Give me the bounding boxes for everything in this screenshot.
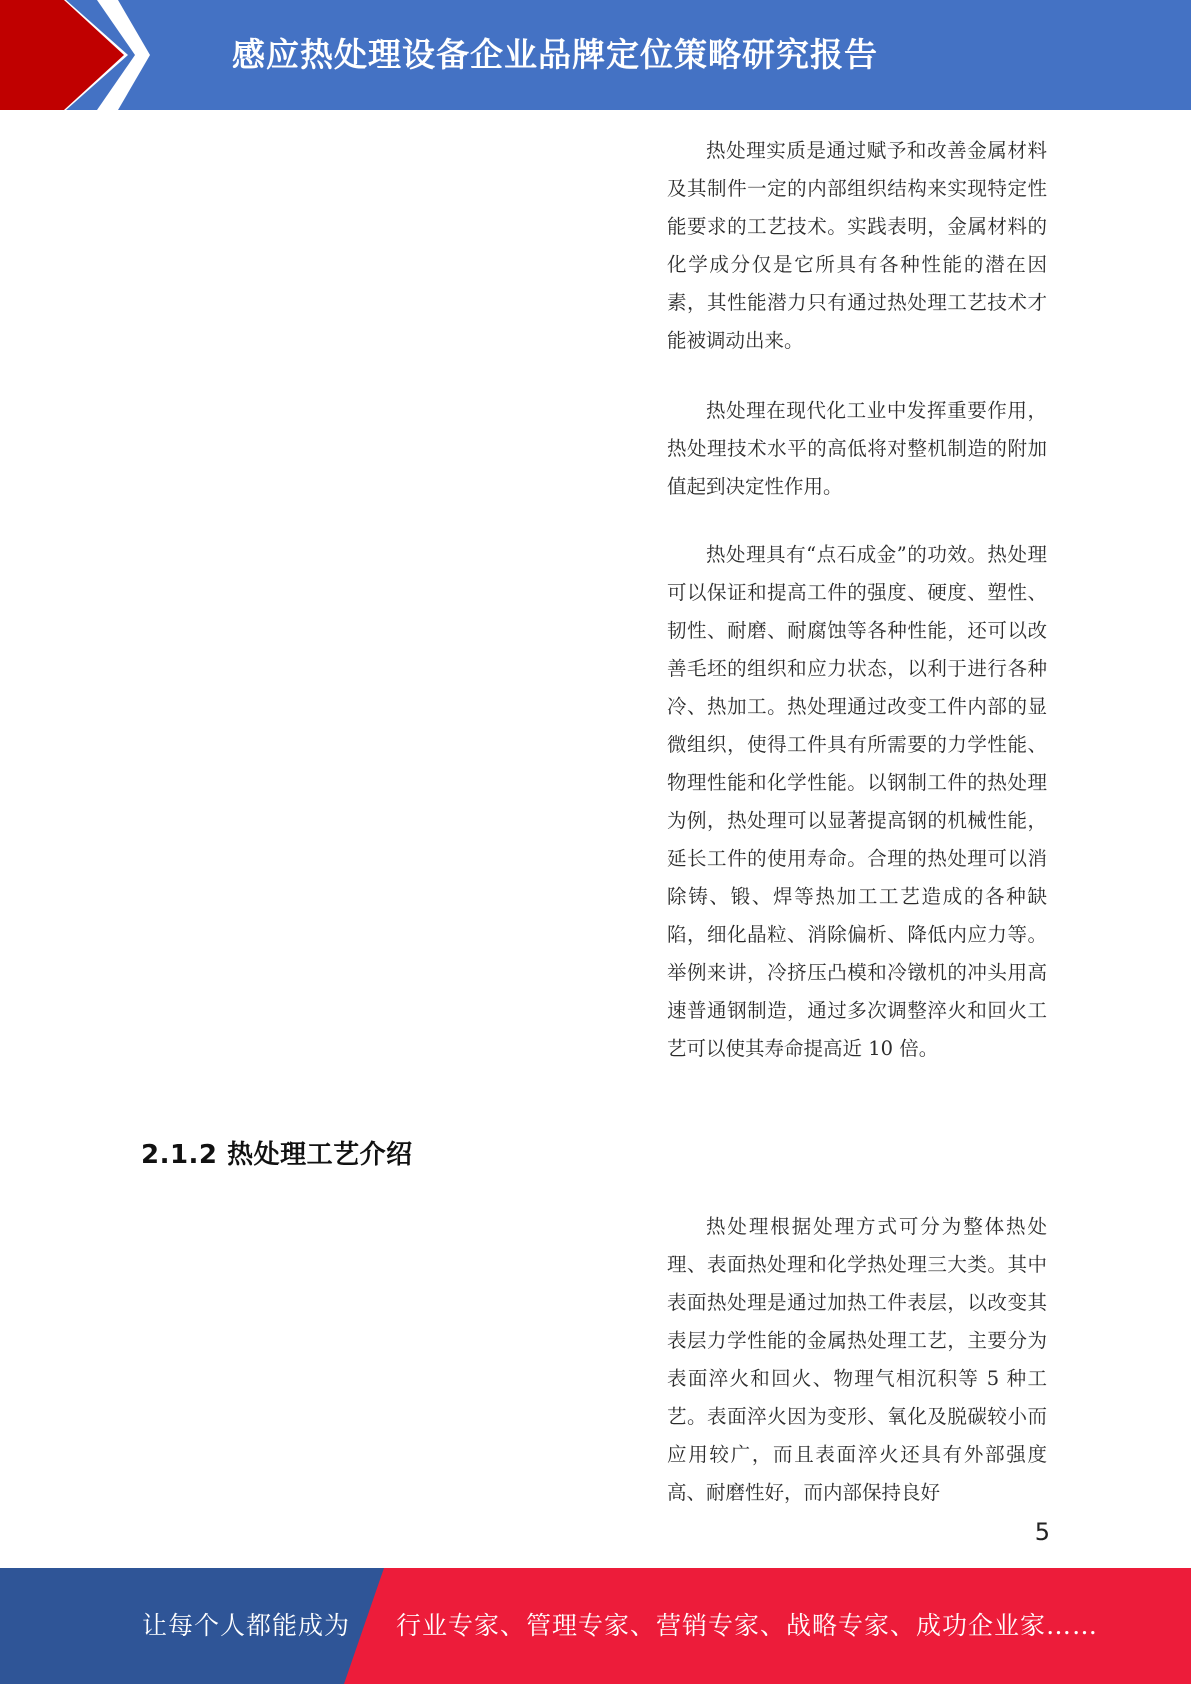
page-footer: [0, 1568, 1191, 1684]
section-heading: 2.1.2 热处理工艺介绍: [141, 1140, 413, 1170]
body-paragraph-3: [667, 536, 1047, 1068]
footer-slogan-left: 让每个人都能成为: [142, 1611, 351, 1640]
page-header: [0, 0, 1191, 110]
header-arrow-decoration: [0, 0, 160, 110]
body-paragraph-4: [667, 1208, 1047, 1512]
paragraph-text: 热处理根据处理方式可分为整体热处理、表面热处理和化学热处理三大类。其中表面热处理是通过加热工件表层，以改变其表层力学性能的金属热处理工艺，主要分为表面淬火和回火、物理气相沉积等 5 种工艺。表面淬火因为变形、氧化及脱碳较小而应用较广，而且表面淬火还具有外部强度高、耐磨性好，而内部保持良好: [667, 1215, 1047, 1504]
paragraph-text: 热处理在现代化工业中发挥重要作用，热处理技术水平的高低将对整机制造的附加值起到决定性作用。: [667, 399, 1047, 498]
paragraph-text: 热处理实质是通过赋予和改善金属材料及其制件一定的内部组织结构来实现特定性能要求的工艺技术。实践表明，金属材料的化学成分仅是它所具有各种性能的潜在因素，其性能潜力只有通过热处理工艺技术才能被调动出来。: [667, 139, 1047, 352]
body-paragraph-1: [667, 132, 1047, 360]
footer-slogan-right: 行业专家、管理专家、营销专家、战略专家、成功企业家……: [396, 1611, 1099, 1640]
body-paragraph-2: [667, 392, 1047, 506]
page-number: 5: [1034, 1518, 1050, 1546]
paragraph-text: 热处理具有“点石成金”的功效。热处理可以保证和提高工件的强度、硬度、塑性、韧性、耐磨、耐腐蚀等各种性能，还可以改善毛坯的组织和应力状态，以利于进行各种冷、热加工。热处理通过改变工件内部的显微组织，使得工件具有所需要的力学性能、物理性能和化学性能。以钢制工件的热处理为例，热处理可以显著提高钢的机械性能，延长工件的使用寿命。合理的热处理可以消除铸、锻、焊等热加工工艺造成的各种缺陷，细化晶粒、消除偏析、降低内应力等。举例来讲，冷挤压凸模和冷镦机的冲头用高速普通钢制造，通过多次调整淬火和回火工艺可以使其寿命提高近 10 倍。: [667, 543, 1047, 1060]
report-title: 感应热处理设备企业品牌定位策略研究报告: [232, 35, 878, 74]
